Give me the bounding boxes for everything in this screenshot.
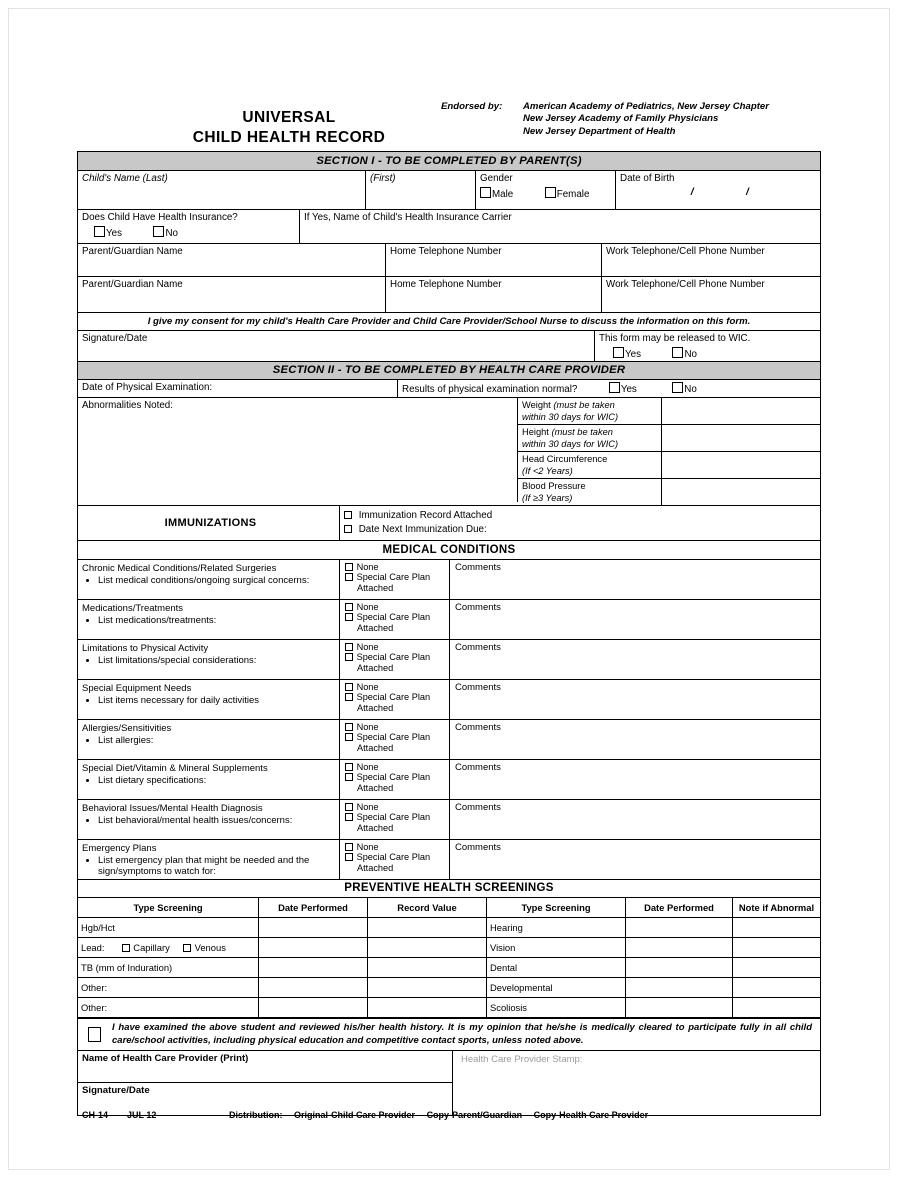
immunizations-row [78, 506, 820, 541]
insurance-carrier-field[interactable] [300, 210, 820, 243]
abnormalities-measurements-row [78, 398, 820, 506]
medical-condition-row [78, 680, 820, 720]
table-row [78, 938, 820, 958]
insurance-row [78, 210, 820, 244]
checkbox-special-care-plan-icon[interactable] [345, 813, 353, 821]
screenings-table [78, 898, 820, 1018]
weight-note-1: (must be taken [553, 400, 615, 410]
guardian-row-2 [78, 277, 820, 313]
mc-diet-comments-label: Comments [455, 761, 501, 773]
mc-equipment-plan[interactable] [345, 692, 447, 703]
immunization-option-2[interactable] [344, 523, 820, 537]
screening-lead-cell [78, 938, 259, 958]
gender-options [480, 187, 615, 200]
checkbox-special-care-plan-icon[interactable] [345, 853, 353, 861]
mc-allergies-comments-label: Comments [455, 721, 501, 733]
checkbox-date-next-immunization-icon[interactable] [344, 525, 352, 533]
mc-diet-checks [340, 760, 450, 799]
screening-tb-value[interactable] [368, 958, 487, 978]
guardian-1-name-field[interactable] [78, 244, 386, 276]
measurement-value-height[interactable] [662, 425, 820, 451]
mc-allergies-checks [340, 720, 450, 759]
mc-emergency-plan[interactable] [345, 852, 447, 863]
mc-equipment-title: Special Equipment Needs [82, 682, 192, 694]
immunization-option-2-label: Date Next Immunization Due: [358, 524, 487, 535]
mc-allergies-none[interactable] [345, 722, 447, 733]
screening-dental-label: Dental [487, 958, 626, 978]
footer-distribution [229, 1110, 648, 1120]
exam-normal-label: Results of physical examination normal? [402, 384, 578, 395]
checkbox-special-care-plan-icon[interactable] [345, 613, 353, 621]
mc-medications-title: Medications/Treatments [82, 602, 184, 614]
mc-limitations-none-label: None [356, 641, 379, 652]
mc-medications-checks [340, 600, 450, 639]
height-note-2: within 30 days for WIC) [522, 438, 619, 449]
blood-pressure-note: (If ≥3 Years) [522, 492, 573, 503]
immunizations-options [340, 506, 820, 540]
screening-scoliosis-note[interactable] [733, 998, 821, 1018]
guardian-1-work-phone-label: Work Telephone/Cell Phone Number [606, 245, 765, 257]
mc-limitations-comments-label: Comments [455, 641, 501, 653]
medical-condition-row [78, 840, 820, 880]
distribution-label: Distribution: [229, 1110, 283, 1120]
screening-vision-label: Vision [487, 938, 626, 958]
guardian-2-name-label: Parent/Guardian Name [82, 278, 183, 290]
exam-yes-label: Yes [620, 384, 637, 395]
checkbox-none-icon[interactable] [345, 563, 353, 571]
mc-emergency-bullet: • List emergency plan that might be needed and the sign/symptoms to watch for: [98, 855, 335, 878]
screening-scoliosis-date[interactable] [626, 998, 733, 1018]
provider-left-column [78, 1051, 453, 1115]
guardian-2-work-phone-label: Work Telephone/Cell Phone Number [606, 278, 765, 290]
guardian-1-home-phone-label: Home Telephone Number [390, 245, 502, 257]
guardian-1-name-label: Parent/Guardian Name [82, 245, 183, 257]
mc-equipment-comments[interactable] [450, 680, 820, 719]
mc-emergency-plan-label-1: Special Care Plan [356, 852, 431, 862]
wic-release-label: This form may be released to WIC. [599, 332, 751, 344]
screening-developmental-date[interactable] [626, 978, 733, 998]
mc-limitations-label [78, 640, 340, 679]
mc-chronic-plan-label-1: Special Care Plan [356, 572, 431, 582]
medical-condition-row [78, 640, 820, 680]
mc-limitations-plan[interactable] [345, 652, 447, 663]
mc-diet-label [78, 760, 340, 799]
title-line-2: CHILD HEALTH RECORD [192, 129, 386, 146]
mc-chronic-none[interactable] [345, 562, 447, 573]
checkbox-wic-yes-icon[interactable] [613, 347, 624, 358]
mc-chronic-checks [340, 560, 450, 599]
footer-form-code: CH-14 [82, 1110, 109, 1120]
mc-equipment-label [78, 680, 340, 719]
checkbox-none-icon[interactable] [345, 763, 353, 771]
endorser-2: New Jersey Academy of Family Physicians [523, 113, 719, 125]
endorsed-by-label: Endorsed by: [441, 101, 503, 112]
guardian-1-home-phone-field[interactable] [386, 244, 602, 276]
mc-emergency-none[interactable] [345, 842, 447, 853]
wic-options [613, 347, 820, 360]
guardian-2-name-field[interactable] [78, 277, 386, 312]
checkbox-male-icon[interactable] [480, 187, 491, 198]
guardian-row-1 [78, 244, 820, 277]
screening-hearing-note[interactable] [733, 918, 821, 938]
checkbox-none-icon[interactable] [345, 603, 353, 611]
mc-diet-none[interactable] [345, 762, 447, 773]
mc-allergies-comments[interactable] [450, 720, 820, 759]
screening-hgb-hct-value[interactable] [368, 918, 487, 938]
screenings-col-note-abnormal: Note if Abnormal [733, 898, 821, 918]
mc-medications-none-label: None [356, 601, 379, 612]
distribution-item-2: Copy-Parent/Guardian [426, 1110, 523, 1120]
measurement-label-height [518, 425, 662, 451]
parent-signature-label: Signature/Date [82, 332, 148, 344]
mc-medications-bullet: • List medications/treatments: [98, 615, 335, 627]
mc-emergency-none-label: None [356, 841, 379, 852]
screening-other-2-value[interactable] [368, 998, 487, 1018]
screening-developmental-label: Developmental [487, 978, 626, 998]
weight-note-2: within 30 days for WIC) [522, 411, 619, 422]
screenings-col-type-1: Type Screening [78, 898, 259, 918]
screening-vision-note[interactable] [733, 938, 821, 958]
mc-diet-comments[interactable] [450, 760, 820, 799]
measurement-label-weight [518, 398, 662, 424]
footer-code-block [82, 1110, 156, 1120]
checkbox-capillary-icon[interactable] [122, 944, 130, 952]
mc-allergies-bullet: • List allergies: [98, 735, 335, 747]
child-identity-row [78, 171, 820, 210]
head-circumference-label: Head Circumference [522, 454, 608, 464]
measurement-row-height [518, 425, 820, 452]
mc-allergies-label [78, 720, 340, 759]
measurement-label-head-circumference [518, 452, 662, 478]
mc-diet-bullet: • List dietary specifications: [98, 775, 335, 787]
abnormalities-field[interactable] [78, 398, 518, 502]
attestation-checkbox-wrap[interactable] [78, 1027, 112, 1042]
mc-allergies-plan-label-2: Attached [357, 742, 394, 753]
mc-behavioral-label [78, 800, 340, 839]
guardian-2-home-phone-field[interactable] [386, 277, 602, 312]
insurance-carrier-label: If Yes, Name of Child's Health Insurance Carrier [304, 211, 512, 223]
section-2-band: SECTION II - TO BE COMPLETED BY HEALTH CARE PROVIDER [78, 362, 820, 381]
mc-limitations-title: Limitations to Physical Activity [82, 642, 209, 654]
exam-normal-field [398, 380, 820, 397]
exam-no-label: No [684, 384, 697, 395]
provider-stamp-field[interactable] [453, 1051, 820, 1115]
mc-allergies-title: Allergies/Sensitivities [82, 722, 172, 734]
checkbox-special-care-plan-icon[interactable] [345, 773, 353, 781]
mc-equipment-comments-label: Comments [455, 681, 501, 693]
screenings-col-record-value: Record Value [368, 898, 487, 918]
screenings-col-date-1: Date Performed [259, 898, 368, 918]
signature-wic-row [78, 331, 820, 362]
mc-limitations-bullet: • List limitations/special considerations: [98, 655, 335, 667]
screening-hgb-hct-date[interactable] [259, 918, 368, 938]
page-title [159, 108, 419, 148]
insurance-yes-label: Yes [106, 227, 122, 239]
screening-lead-date[interactable] [259, 938, 368, 958]
checkbox-special-care-plan-icon[interactable] [345, 653, 353, 661]
mc-limitations-checks [340, 640, 450, 679]
mc-chronic-label [78, 560, 340, 599]
wic-no-label: No [684, 348, 697, 360]
screening-other-1-date[interactable] [259, 978, 368, 998]
checkbox-exam-no-icon[interactable] [672, 382, 683, 393]
child-last-name-label: Child's Name (Last) [82, 172, 168, 184]
attestation-row [78, 1018, 820, 1051]
endorser-3: New Jersey Department of Health [523, 125, 676, 137]
mc-behavioral-title: Behavioral Issues/Mental Health Diagnosis [82, 802, 263, 814]
child-last-name-field[interactable] [78, 171, 366, 209]
mc-behavioral-none[interactable] [345, 802, 447, 813]
abnormalities-label: Abnormalities Noted: [82, 400, 173, 411]
screenings-col-date-2: Date Performed [626, 898, 733, 918]
mc-diet-plan-label-1: Special Care Plan [356, 772, 431, 782]
insurance-options [94, 226, 299, 239]
mc-emergency-plan-label-2: Attached [357, 862, 394, 873]
medical-condition-row [78, 800, 820, 840]
measurement-row-bp [518, 479, 820, 505]
guardian-1-work-phone-field[interactable] [602, 244, 820, 276]
wic-release-field [595, 331, 820, 361]
screening-lead-venous-label: Venous [194, 942, 226, 953]
mc-chronic-comments[interactable] [450, 560, 820, 599]
checkbox-insurance-yes-icon[interactable] [94, 226, 105, 237]
measurement-value-weight[interactable] [662, 398, 820, 424]
mc-limitations-none[interactable] [345, 642, 447, 653]
mc-behavioral-comments[interactable] [450, 800, 820, 839]
mc-chronic-plan-label-2: Attached [357, 582, 394, 593]
measurement-value-blood-pressure[interactable] [662, 479, 820, 505]
screening-tb-label: TB (mm of Induration) [78, 958, 259, 978]
mc-medications-plan-label-2: Attached [357, 622, 394, 633]
gender-female-label: Female [556, 188, 590, 200]
distribution-item-1: Original-Child Care Provider [294, 1110, 416, 1120]
exam-date-label: Date of Physical Examination: [82, 382, 213, 393]
mc-limitations-plan-label-2: Attached [357, 662, 394, 673]
mc-limitations-plan-label-1: Special Care Plan [356, 652, 431, 662]
wic-yes-label: Yes [625, 348, 641, 360]
provider-signature-label: Signature/Date [82, 1085, 150, 1096]
title-line-1: UNIVERSAL [242, 109, 336, 126]
mc-diet-plan-label-2: Attached [357, 782, 394, 793]
attestation-text: I have examined the above student and reviewed his/her health history. It is my opinion that he/she is medically cleared to participate fully in all child care/school activities, including physical education and competitive contact sports, unless noted above. [112, 1022, 812, 1046]
medical-condition-row [78, 760, 820, 800]
height-note-1: (must be taken [551, 427, 613, 437]
mc-chronic-none-label: None [356, 561, 379, 572]
mc-emergency-comments-label: Comments [455, 841, 501, 853]
checkbox-none-icon[interactable] [345, 643, 353, 651]
mc-behavioral-plan-label-2: Attached [357, 822, 394, 833]
medical-conditions-table [78, 560, 820, 880]
mc-equipment-plan-label-2: Attached [357, 702, 394, 713]
measurement-label-blood-pressure [518, 479, 662, 505]
mc-emergency-label [78, 840, 340, 879]
screening-hearing-label: Hearing [487, 918, 626, 938]
insurance-question-field [78, 210, 300, 243]
mc-behavioral-plan-label-1: Special Care Plan [356, 812, 431, 822]
mc-medications-comments[interactable] [450, 600, 820, 639]
mc-allergies-plan[interactable] [345, 732, 447, 743]
provider-stamp-label: Health Care Provider Stamp: [461, 1054, 583, 1065]
child-first-name-label: (First) [370, 172, 396, 184]
mc-medications-label [78, 600, 340, 639]
screening-developmental-note[interactable] [733, 978, 821, 998]
height-label: Height [522, 427, 552, 437]
screenings-band: PREVENTIVE HEALTH SCREENINGS [78, 880, 820, 899]
endorser-1: American Academy of Pediatrics, New Jersey Chapter [523, 101, 769, 112]
immunizations-title-label: IMMUNIZATIONS [164, 517, 257, 529]
mc-allergies-none-label: None [356, 721, 379, 732]
immunizations-title [78, 506, 340, 540]
parent-signature-field[interactable] [78, 331, 595, 361]
checkbox-none-icon[interactable] [345, 683, 353, 691]
table-row [78, 978, 820, 998]
screening-lead-value[interactable] [368, 938, 487, 958]
mc-emergency-title: Emergency Plans [82, 842, 157, 854]
screening-tb-date[interactable] [259, 958, 368, 978]
mc-chronic-bullet: • List medical conditions/ongoing surgical concerns: [98, 575, 335, 587]
mc-emergency-comments[interactable] [450, 840, 820, 879]
mc-behavioral-none-label: None [356, 801, 379, 812]
mc-medications-none[interactable] [345, 602, 447, 613]
immunization-option-1[interactable] [344, 509, 820, 523]
measurements-table [518, 398, 820, 505]
screening-dental-date[interactable] [626, 958, 733, 978]
mc-equipment-checks [340, 680, 450, 719]
checkbox-attestation-icon[interactable] [88, 1027, 101, 1042]
medical-condition-row [78, 560, 820, 600]
mc-medications-plan-label-1: Special Care Plan [356, 612, 431, 622]
checkbox-immunization-record-attached-icon[interactable] [344, 511, 352, 519]
medical-condition-row [78, 600, 820, 640]
screenings-header-row [78, 898, 820, 918]
date-of-birth-label: Date of Birth [620, 172, 675, 184]
screening-hearing-date[interactable] [626, 918, 733, 938]
document-page [8, 8, 890, 1170]
mc-diet-title: Special Diet/Vitamin & Mineral Supplements [82, 762, 268, 774]
screening-other-2-date[interactable] [259, 998, 368, 1018]
table-row [78, 918, 820, 938]
measurement-row-head [518, 452, 820, 479]
checkbox-none-icon[interactable] [345, 843, 353, 851]
dob-slash-1: / [690, 186, 694, 198]
mc-chronic-plan[interactable] [345, 572, 447, 583]
checkbox-special-care-plan-icon[interactable] [345, 573, 353, 581]
mc-equipment-none[interactable] [345, 682, 447, 693]
checkbox-venous-icon[interactable] [183, 944, 191, 952]
insurance-question-label: Does Child Have Health Insurance? [82, 211, 238, 223]
table-row [78, 958, 820, 978]
screening-other-1-label[interactable]: Other: [78, 978, 259, 998]
immunization-option-1-label: Immunization Record Attached [358, 510, 493, 521]
head-circumference-note: (If <2 Years) [522, 465, 573, 476]
blood-pressure-label: Blood Pressure [522, 481, 586, 491]
mc-diet-none-label: None [356, 761, 379, 772]
mc-allergies-plan-label-1: Special Care Plan [356, 732, 431, 742]
mc-chronic-comments-label: Comments [455, 561, 501, 573]
provider-row [78, 1051, 820, 1115]
checkbox-female-icon[interactable] [545, 187, 556, 198]
mc-equipment-bullet: • List items necessary for daily activities [98, 695, 335, 707]
measurement-value-head-circumference[interactable] [662, 452, 820, 478]
exam-row [78, 380, 820, 398]
screening-other-2-label[interactable]: Other: [78, 998, 259, 1018]
consent-statement: I give my consent for my child's Health Care Provider and Child Care Provider/School Nurse to discuss the information on this form. [78, 313, 820, 331]
provider-name-label: Name of Health Care Provider (Print) [82, 1053, 249, 1064]
checkbox-none-icon[interactable] [345, 723, 353, 731]
checkbox-special-care-plan-icon[interactable] [345, 733, 353, 741]
screening-dental-note[interactable] [733, 958, 821, 978]
screening-hgb-hct-label: Hgb/Hct [78, 918, 259, 938]
checkbox-wic-no-icon[interactable] [672, 347, 683, 358]
screening-vision-date[interactable] [626, 938, 733, 958]
form-body [77, 151, 821, 1116]
measurement-row-weight [518, 398, 820, 425]
screenings-col-type-2: Type Screening [487, 898, 626, 918]
checkbox-exam-yes-icon[interactable] [609, 382, 620, 393]
mc-emergency-checks [340, 840, 450, 879]
medical-condition-row [78, 720, 820, 760]
weight-label: Weight [522, 400, 554, 410]
mc-behavioral-checks [340, 800, 450, 839]
mc-limitations-comments[interactable] [450, 640, 820, 679]
mc-chronic-title: Chronic Medical Conditions/Related Surgeries [82, 562, 277, 574]
gender-label: Gender [480, 172, 513, 184]
checkbox-none-icon[interactable] [345, 803, 353, 811]
mc-diet-plan[interactable] [345, 772, 447, 783]
mc-equipment-plan-label-1: Special Care Plan [356, 692, 431, 702]
exam-date-field[interactable] [78, 380, 398, 397]
screening-lead-label: Lead: [81, 942, 105, 953]
mc-behavioral-plan[interactable] [345, 812, 447, 823]
guardian-2-home-phone-label: Home Telephone Number [390, 278, 502, 290]
section-1-band: SECTION I - TO BE COMPLETED BY PARENT(S) [78, 152, 820, 171]
screening-lead-capillary-label: Capillary [133, 942, 170, 953]
provider-name-field[interactable] [78, 1051, 452, 1083]
gender-male-label: Male [492, 188, 514, 200]
date-of-birth-field[interactable] [616, 171, 820, 209]
mc-medications-plan[interactable] [345, 612, 447, 623]
checkbox-special-care-plan-icon[interactable] [345, 693, 353, 701]
screening-other-1-value[interactable] [368, 978, 487, 998]
footer-revision-date: JUL 12 [127, 1110, 157, 1120]
table-row [78, 998, 820, 1018]
mc-behavioral-comments-label: Comments [455, 801, 501, 813]
child-first-name-field[interactable] [366, 171, 476, 209]
insurance-no-label: No [165, 227, 178, 239]
mc-behavioral-bullet: • List behavioral/mental health issues/concerns: [98, 815, 335, 827]
gender-field [476, 171, 616, 209]
screening-scoliosis-label: Scoliosis [487, 998, 626, 1018]
mc-medications-comments-label: Comments [455, 601, 501, 613]
mc-equipment-none-label: None [356, 681, 379, 692]
guardian-2-work-phone-field[interactable] [602, 277, 820, 312]
endorsement-block [441, 101, 769, 138]
distribution-item-3: Copy-Health Care Provider [533, 1110, 649, 1120]
checkbox-insurance-no-icon[interactable] [153, 226, 164, 237]
dob-slash-2: / [746, 186, 750, 198]
medical-conditions-band: MEDICAL CONDITIONS [78, 541, 820, 560]
document-header [9, 101, 889, 157]
